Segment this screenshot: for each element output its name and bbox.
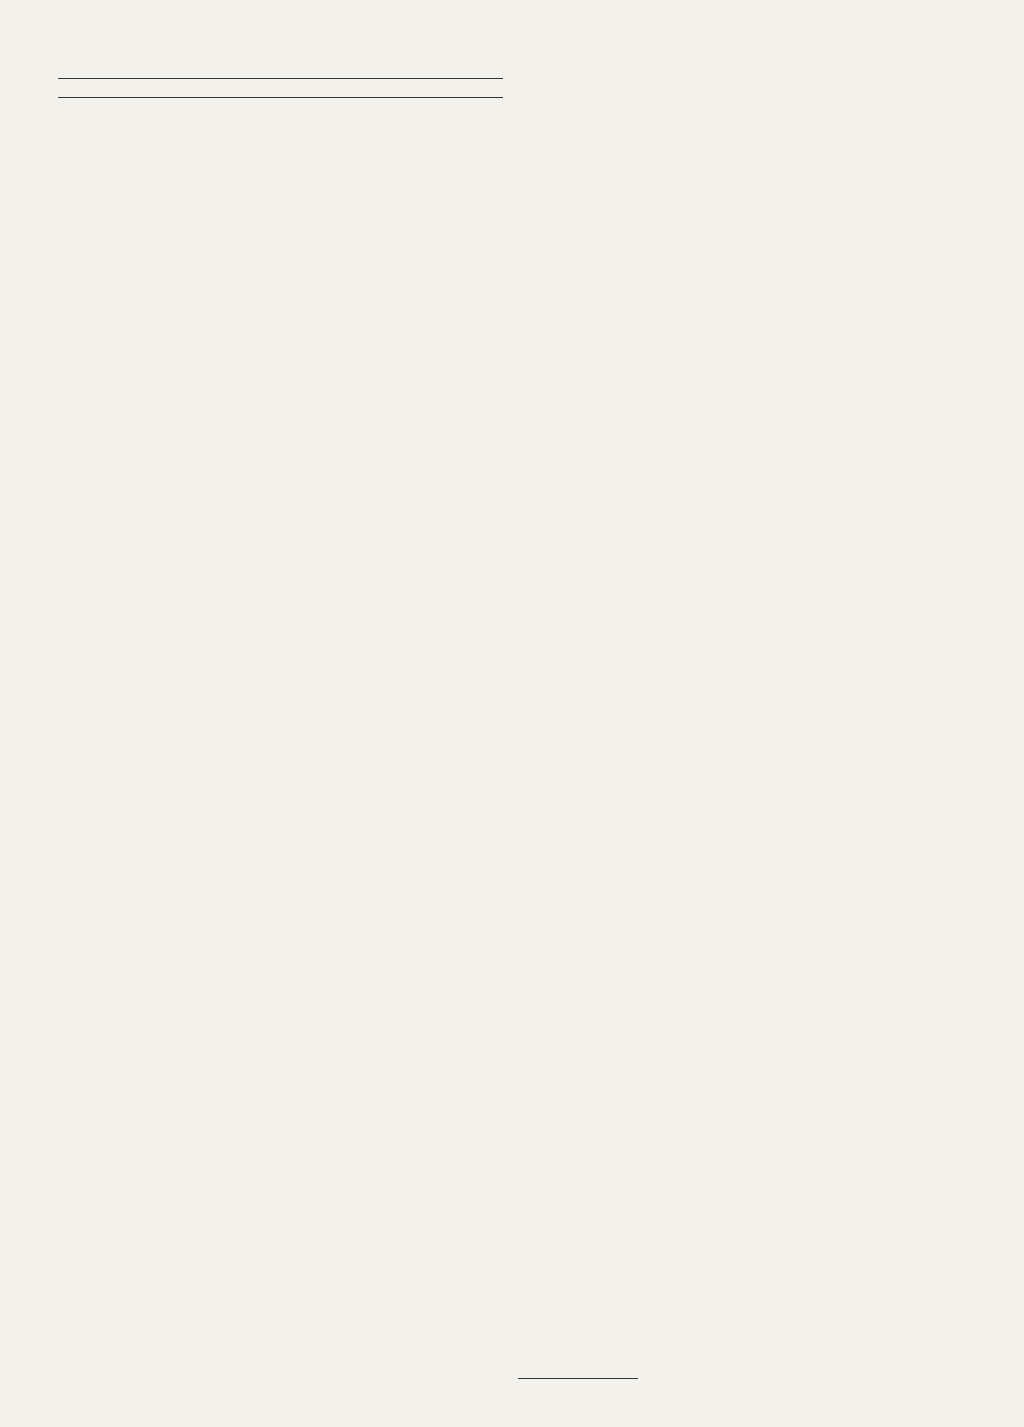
section-heading-schutz-eigentum xyxy=(58,97,503,104)
right-column xyxy=(518,70,964,76)
page-header xyxy=(58,36,964,60)
section-heading-schutz-ordnung xyxy=(58,78,503,85)
footnote-divider xyxy=(518,1378,638,1379)
left-column xyxy=(58,66,503,113)
